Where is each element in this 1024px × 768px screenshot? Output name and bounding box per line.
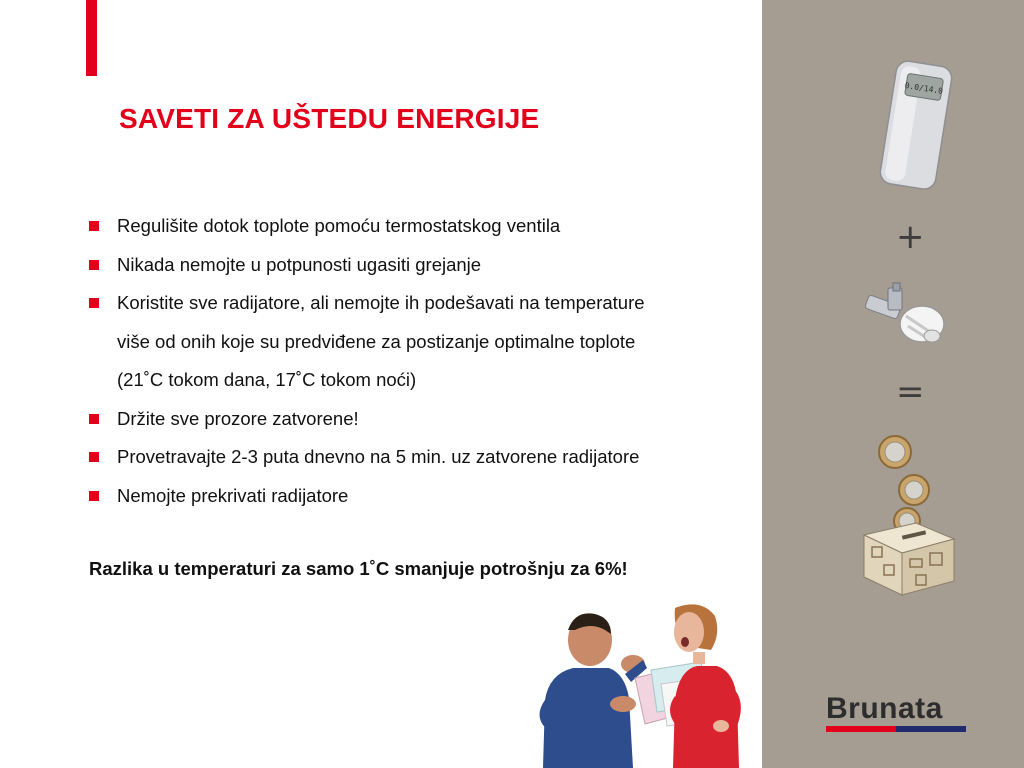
logo-text: Brunata xyxy=(826,692,943,725)
bullet-text: Nemojte prekrivati radijatore xyxy=(117,484,349,506)
bullet-text: više od onih koje su predviđene za postizanje optimalne toplote xyxy=(117,330,636,352)
bullet-square-icon xyxy=(89,452,99,462)
list-item-continuation xyxy=(89,323,739,362)
euro-coin-icon xyxy=(879,436,911,468)
arguing-couple-photo xyxy=(525,600,765,768)
thermostat-display: 0.0/14.0 xyxy=(904,80,944,96)
bullet-text: Regulišite dotok toplote pomoću termostatskog ventila xyxy=(117,215,561,236)
bullet-text: (21˚C tokom dana, 17˚C tokom noći) xyxy=(117,369,417,390)
bullet-text: Provetravajte 2-3 puta dnevno na 5 min. uz zatvorene radijatore xyxy=(117,446,640,467)
money-box-illustration xyxy=(850,425,970,600)
tips-list xyxy=(89,207,739,515)
bullet-square-icon xyxy=(89,260,99,270)
list-item-continuation xyxy=(89,361,739,400)
euro-coin-icon xyxy=(899,475,929,505)
bullet-square-icon xyxy=(89,491,99,501)
list-item xyxy=(89,400,739,439)
bullet-text: Nikada nemojte u potpunosti ugasiti grejanje xyxy=(117,253,482,275)
radiator-valve-illustration xyxy=(860,280,950,355)
list-item xyxy=(89,438,739,477)
list-item xyxy=(89,246,739,285)
red-accent-bar xyxy=(86,0,97,76)
plus-sign: + xyxy=(896,217,925,257)
list-item xyxy=(89,477,739,516)
list-item xyxy=(89,284,739,323)
thermostat-device-illustration xyxy=(870,55,960,195)
slide-title: SAVETI ZA UŠTEDU ENERGIJE xyxy=(119,103,540,134)
list-item xyxy=(89,207,739,246)
bullet-square-icon xyxy=(89,298,99,308)
logo-stripe xyxy=(826,726,966,732)
key-fact: Razlika u temperaturi za samo 1˚C smanjuje potrošnju za 6%! xyxy=(89,558,628,579)
bullet-square-icon xyxy=(89,221,99,231)
bullet-text: Držite sve prozore zatvorene! xyxy=(117,407,359,429)
brunata-logo xyxy=(826,694,966,732)
bullet-square-icon xyxy=(89,414,99,424)
bullet-text: Koristite sve radijatore, ali nemojte ih podešavati na temperature xyxy=(117,292,645,313)
equals-sign: = xyxy=(896,372,925,412)
